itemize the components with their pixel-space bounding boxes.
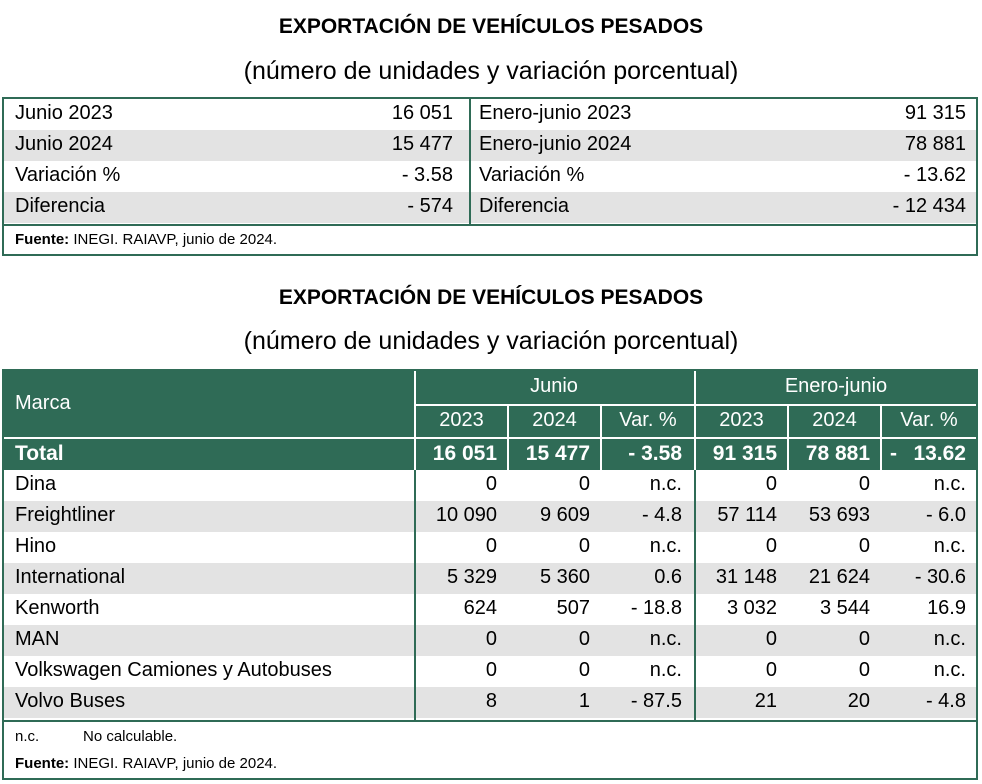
cell: 0 <box>578 659 590 681</box>
cell: - 18.8 <box>630 597 682 619</box>
page-subtitle: (número de unidades y variación porcentual) <box>243 57 739 85</box>
cell: 0 <box>578 473 590 495</box>
total-value: 91 315 <box>712 442 777 465</box>
cell: - 87.5 <box>630 690 682 712</box>
summary-label: Diferencia <box>15 195 106 217</box>
source-note <box>15 755 277 772</box>
cell: 0 <box>578 535 590 557</box>
table-row <box>4 470 976 501</box>
cell: 0 <box>485 659 497 681</box>
cell: n.c. <box>933 473 966 495</box>
table-header <box>4 371 976 437</box>
source-text: INEGI. RAIAVP, junio de 2024. <box>69 231 278 248</box>
cell: 53 693 <box>808 504 870 526</box>
cell: n.c. <box>933 659 966 681</box>
header-year: 2023 <box>439 409 484 431</box>
summary-value: 78 881 <box>904 133 966 155</box>
cell: 0 <box>485 535 497 557</box>
column-divider <box>694 470 696 720</box>
brand-name: Volvo Buses <box>15 690 126 712</box>
cell: 0 <box>765 535 777 557</box>
summary-value: - 574 <box>407 195 453 217</box>
summary-value: 91 315 <box>904 102 966 124</box>
table-row <box>4 625 976 656</box>
cell: - 6.0 <box>925 504 966 526</box>
cell: 0 <box>578 628 590 650</box>
header-marca: Marca <box>15 392 71 414</box>
summary-label: Enero-junio 2023 <box>479 102 632 124</box>
cell: n.c. <box>649 659 682 681</box>
cell: 5 329 <box>446 566 497 588</box>
source-note <box>4 224 976 254</box>
header-year: 2024 <box>812 409 857 431</box>
total-value: - 3.58 <box>628 442 682 465</box>
cell: 57 114 <box>717 504 777 526</box>
table-row <box>4 687 976 718</box>
cell: 5 360 <box>539 566 590 588</box>
source-label: Fuente: <box>15 755 70 772</box>
summary-table <box>2 97 978 256</box>
header-year: 2023 <box>719 409 764 431</box>
cell: 9 609 <box>539 504 590 526</box>
note-text: No calculable. <box>83 728 178 745</box>
section-subtitle: (número de unidades y variación porcentual) <box>243 327 739 355</box>
cell: n.c. <box>649 473 682 495</box>
total-value: 16 051 <box>432 442 497 465</box>
cell: n.c. <box>649 628 682 650</box>
cell: 3 544 <box>819 597 870 619</box>
total-value: 78 881 <box>805 442 870 465</box>
summary-row <box>4 99 976 130</box>
summary-label: Variación % <box>15 164 121 186</box>
cell: - 4.8 <box>925 690 966 712</box>
total-label: Total <box>15 442 64 465</box>
table-row <box>4 656 976 687</box>
brand-name: Dina <box>15 473 57 495</box>
cell: 10 090 <box>435 504 497 526</box>
cell: 0 <box>765 659 777 681</box>
header-enero-junio: Enero-junio <box>784 375 888 397</box>
cell: 0 <box>765 628 777 650</box>
summary-value: - 3.58 <box>401 164 453 186</box>
cell: 507 <box>556 597 590 619</box>
summary-label: Enero-junio 2024 <box>479 133 632 155</box>
header-junio: Junio <box>530 375 578 397</box>
total-value-sign: - <box>890 442 897 465</box>
cell: 0 <box>858 628 870 650</box>
cell: n.c. <box>649 535 682 557</box>
brand-name: MAN <box>15 628 60 650</box>
brands-table <box>2 369 978 780</box>
cell: 0 <box>485 473 497 495</box>
cell: n.c. <box>933 535 966 557</box>
cell: 20 <box>847 690 870 712</box>
header-var: Var. % <box>619 409 677 431</box>
table-row <box>4 594 976 625</box>
cell: 8 <box>485 690 497 712</box>
summary-label: Diferencia <box>479 195 570 217</box>
note-nc <box>15 728 177 745</box>
brand-name: Volkswagen Camiones y Autobuses <box>15 659 332 681</box>
table-row <box>4 563 976 594</box>
cell: 0 <box>858 473 870 495</box>
column-divider <box>414 470 416 720</box>
summary-value: - 12 434 <box>892 195 966 217</box>
brand-name: Freightliner <box>15 504 116 526</box>
cell: n.c. <box>933 628 966 650</box>
section-title: EXPORTACIÓN DE VEHÍCULOS PESADOS <box>278 286 704 309</box>
summary-value: - 13.62 <box>903 164 966 186</box>
total-row <box>4 439 976 470</box>
cell: 31 148 <box>715 566 777 588</box>
header-var: Var. % <box>900 409 958 431</box>
summary-label: Junio 2023 <box>15 102 113 124</box>
source-text: INEGI. RAIAVP, junio de 2024. <box>69 755 278 772</box>
summary-value: 16 051 <box>391 102 453 124</box>
summary-label: Variación % <box>479 164 585 186</box>
brand-name: Kenworth <box>15 597 100 619</box>
page-title: EXPORTACIÓN DE VEHÍCULOS PESADOS <box>278 15 704 38</box>
summary-row <box>4 161 976 192</box>
brand-name: Hino <box>15 535 57 557</box>
summary-row <box>4 192 976 223</box>
total-value: 15 477 <box>525 442 590 465</box>
cell: 0 <box>485 628 497 650</box>
summary-value: 15 477 <box>391 133 453 155</box>
table-footnotes <box>4 720 976 778</box>
cell: 16.9 <box>927 597 966 619</box>
summary-label: Junio 2024 <box>15 133 113 155</box>
column-divider <box>469 99 471 224</box>
cell: 0.6 <box>654 566 682 588</box>
cell: 0 <box>858 659 870 681</box>
cell: 21 624 <box>808 566 870 588</box>
note-abbr: n.c. <box>15 728 40 745</box>
cell: - 30.6 <box>914 566 966 588</box>
total-value: 13.62 <box>913 442 966 465</box>
table-row <box>4 501 976 532</box>
summary-row <box>4 130 976 161</box>
cell: 624 <box>463 597 497 619</box>
source-label: Fuente: <box>15 231 70 248</box>
cell: 0 <box>858 535 870 557</box>
table-row <box>4 532 976 563</box>
cell: 21 <box>754 690 777 712</box>
cell: 1 <box>578 690 590 712</box>
cell: - 4.8 <box>641 504 682 526</box>
header-year: 2024 <box>532 409 577 431</box>
brand-name: International <box>15 566 126 588</box>
cell: 0 <box>765 473 777 495</box>
cell: 3 032 <box>726 597 777 619</box>
